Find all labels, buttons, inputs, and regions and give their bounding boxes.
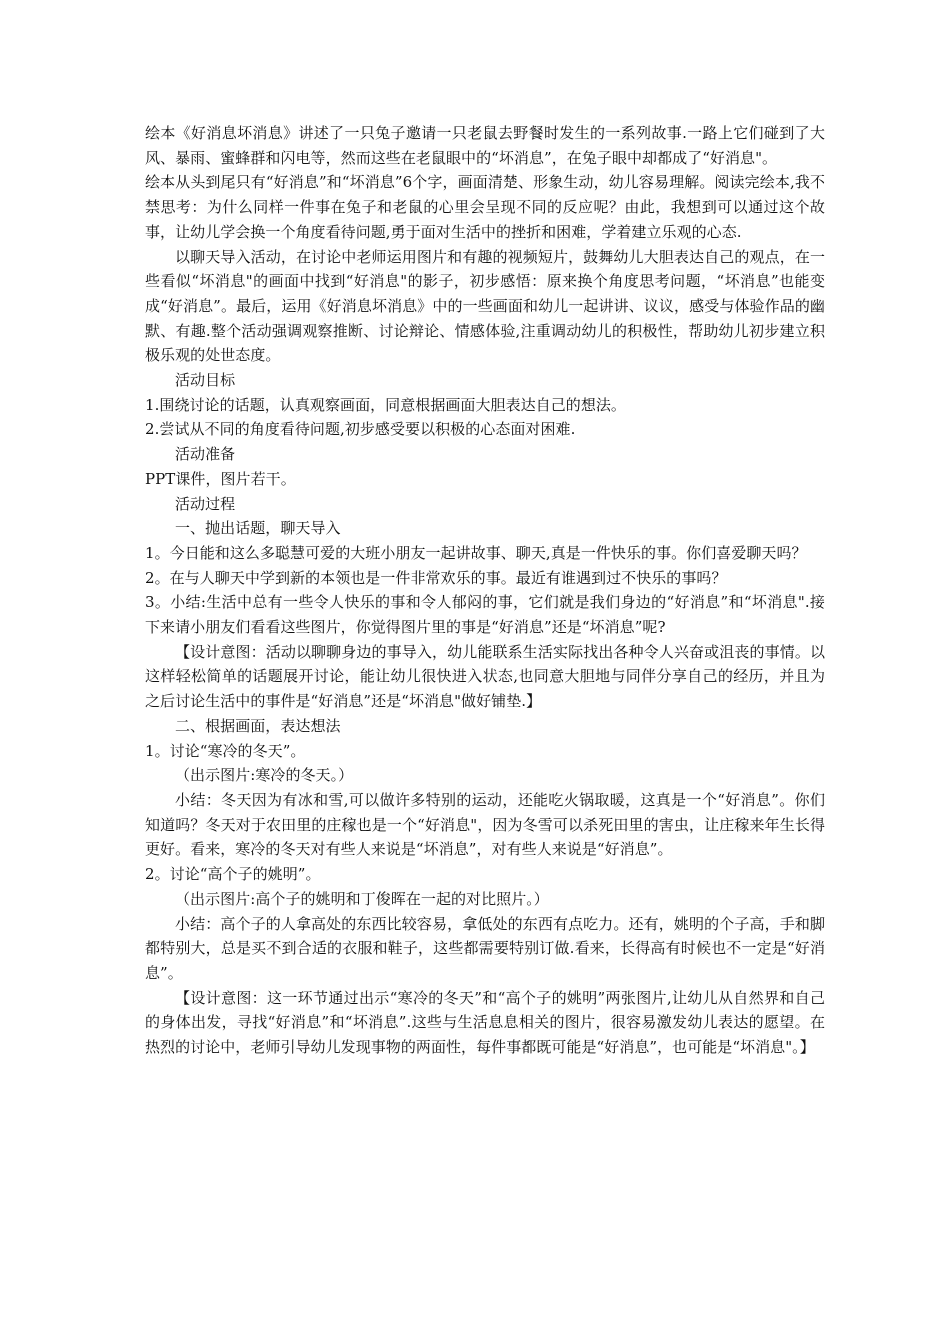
summary-paragraph: 小结：高个子的人拿高处的东西比较容易，拿低处的东西有点吃力。还有，姚明的个子高，手和脚都特别大，总是买不到合适的衣服和鞋子，这些都需要特别订做.看来，长得高有时候也不一定是“好消息”。 xyxy=(145,914,825,982)
section-heading-process: 活动过程 xyxy=(175,494,236,513)
picture-note: （出示图片:高个子的姚明和丁俊晖在一起的对比照片。） xyxy=(175,889,549,908)
section-heading-preparation: 活动准备 xyxy=(175,445,236,464)
design-intent-note: 【设计意图：活动以聊聊身边的事导入，幼儿能联系生活实际找出各种令人兴奋或沮丧的事情。以这样轻松简单的话题展开讨论，能让幼儿很快进入状态,也同意大胆地与同伴分享自己的经历，并且为之后讨论生活中的事件是“好消息”还是“坏消息"做好铺垫.】 xyxy=(145,642,825,711)
list-item: 1。讨论“寒冷的冬天”。 xyxy=(145,741,306,760)
list-item: 2.尝试从不同的角度看待问题,初步感受要以积极的心态面对困难. xyxy=(145,420,576,439)
list-item: 2。讨论“高个子的姚明”。 xyxy=(145,865,321,884)
design-intent-note: 【设计意图：这一环节通过出示“寒冷的冬天”和“高个子的姚明”两张图片,让幼儿从自然界和自己的身体出发，寻找“好消息”和“坏消息”.这些与生活息息相关的图片，很容易激发幼儿表达的愿望。在热烈的讨论中，老师引导幼儿发现事物的两面性，每件事都既可能是“好消息”，也可能是“坏消息"。】 xyxy=(145,988,825,1057)
paragraph: 以聊天导入活动，在讨论中老师运用图片和有趣的视频短片，鼓舞幼儿大胆表达自己的观点，在一些看似“坏消息"的画面中找到“好消息"的影子，初步感悟：原来换个角度思考问题，“坏消息”也能变成“好消息”。最后，运用《好消息坏消息》中的一些画面和幼儿一起讲讲、议议，感受与体验作品的幽默、有趣.整个活动强调观察推断、讨论辩论、情感体验,注重调动幼儿的积极性，帮助幼儿初步建立积极乐观的处世态度。 xyxy=(145,247,825,365)
list-item: 3。小结:生活中总有一些令人快乐的事和令人郁闷的事，它们就是我们身边的“好消息”和“坏消息".接下来请小朋友们看看这些图片，你觉得图片里的事是“好消息”还是“坏消息”呢? xyxy=(145,593,825,637)
list-item: 2。在与人聊天中学到新的本领也是一件非常欢乐的事。最近有谁遇到过不快乐的事吗？ xyxy=(145,568,727,587)
document-body xyxy=(145,121,825,1060)
paragraph: 绘本从头到尾只有“好消息”和“坏消息”6个字，画面清楚、形象生动，幼儿容易理解。阅读完绘本,我不禁思考：为什么同样一件事在兔子和老鼠的心里会呈现不同的反应呢？由此，我想到可以通过这个故事，让幼儿学会换一个角度看待问题,勇于面对生活中的挫折和困难，学着建立乐观的心态. xyxy=(145,173,825,241)
paragraph: PPT课件，图片若干。 xyxy=(145,469,296,488)
section-heading-goals: 活动目标 xyxy=(175,371,236,390)
subsection-heading: 一、抛出话题，聊天导入 xyxy=(175,519,341,538)
picture-note: （出示图片:寒冷的冬天。） xyxy=(175,766,354,785)
list-item: 1.围绕讨论的话题，认真观察画面，同意根据画面大胆表达自己的想法。 xyxy=(145,395,626,414)
subsection-heading: 二、根据画面，表达想法 xyxy=(175,716,341,735)
list-item: 1。今日能和这么多聪慧可爱的大班小朋友一起讲故事、聊天,真是一件快乐的事。你们喜爱聊天吗？ xyxy=(145,543,807,562)
summary-paragraph: 小结：冬天因为有冰和雪,可以做许多特别的运动，还能吃火锅取暖，这真是一个“好消息”。你们知道吗？冬天对于农田里的庄稼也是一个“好消息"，因为冬雪可以杀死田里的害虫，让庄稼来年生长得更好。看来，寒冷的冬天对有些人来说是“坏消息”，对有些人来说是“好消息”。 xyxy=(145,790,825,859)
paragraph: 绘本《好消息坏消息》讲述了一只兔子邀请一只老鼠去野餐时发生的一系列故事.一路上它们碰到了大风、暴雨、蜜蜂群和闪电等，然而这些在老鼠眼中的“坏消息”，在兔子眼中却都成了“好消息"。 xyxy=(145,124,825,167)
